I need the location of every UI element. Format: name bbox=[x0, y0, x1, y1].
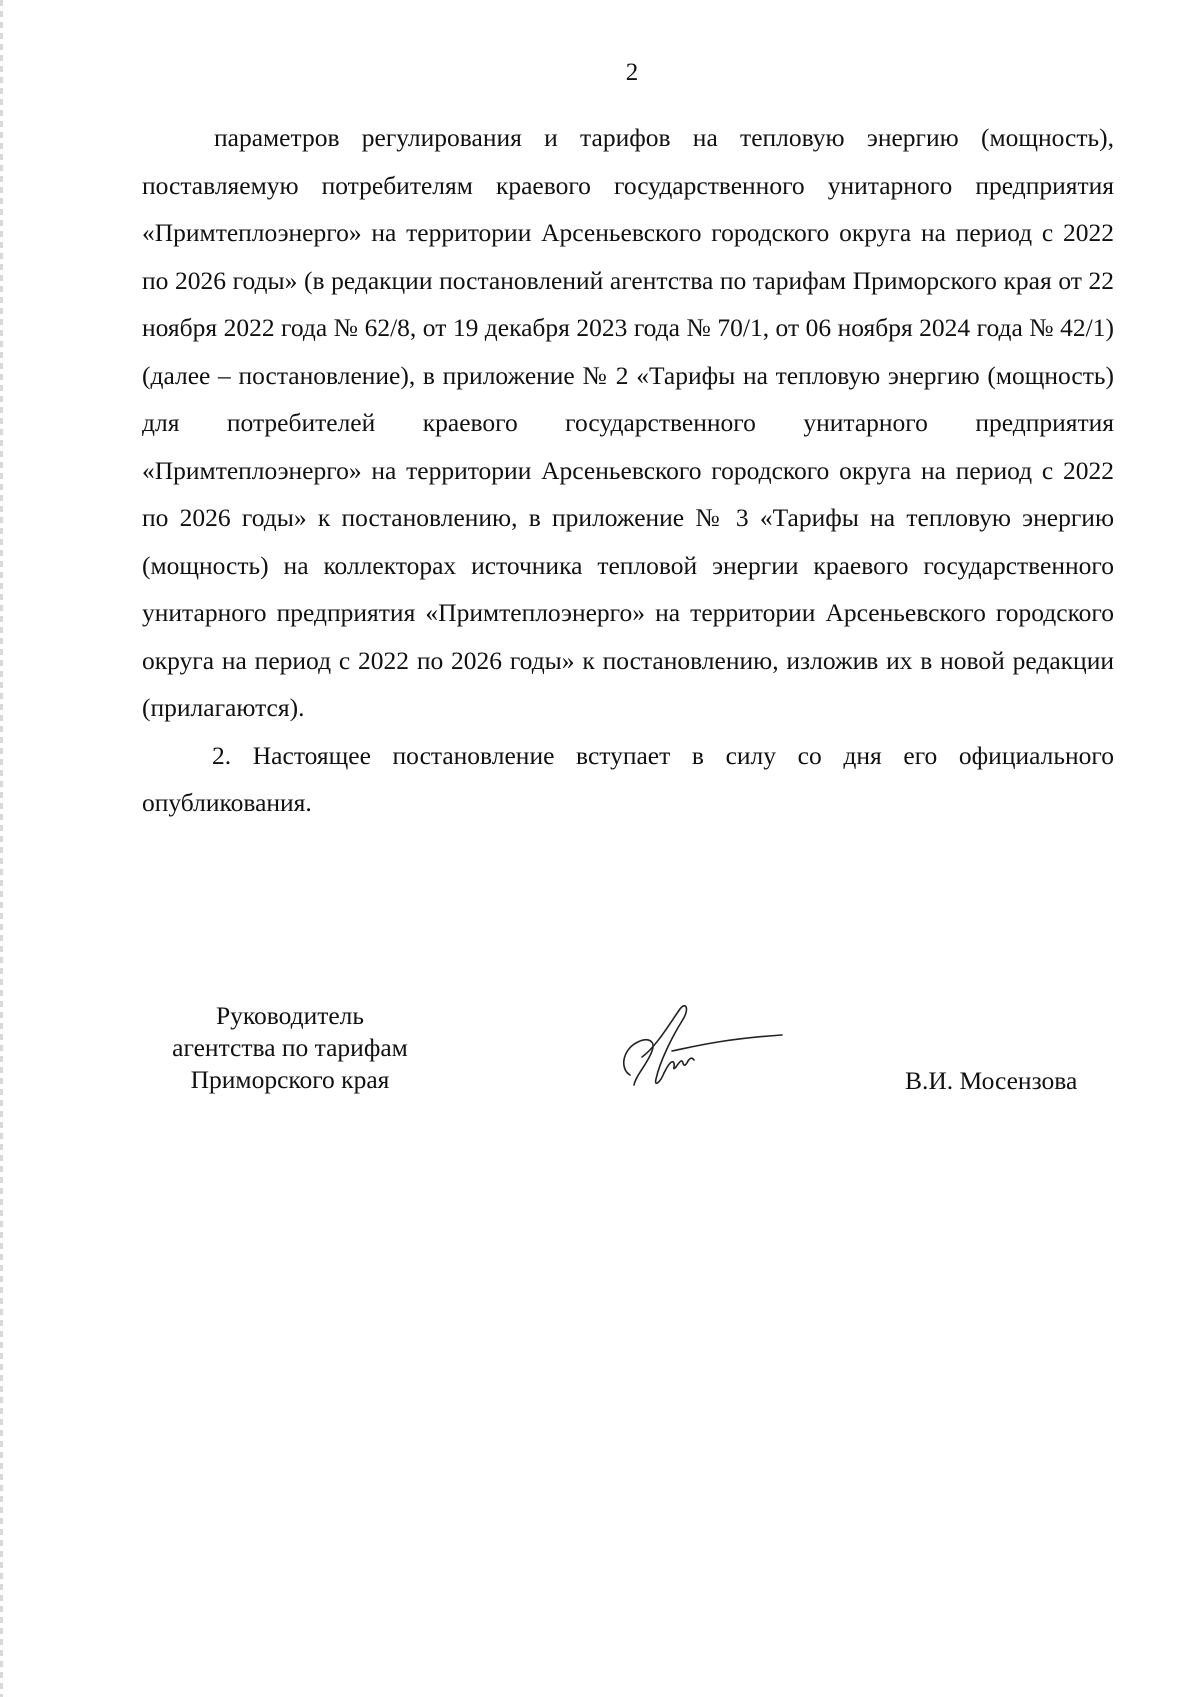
page-number: 2 bbox=[625, 59, 639, 86]
paragraph-continued: параметров регулирования и тарифов на тепловую энергию (мощность), поставляемую потребителям краевого государственного унитарного предприятия «Примтеплоэнерго» на территории Арсеньевского городского округа на период с 2022 по 2026 годы» (в редакции постановлений агентства по тарифам Приморского края от 22 ноября 2022 года № 62/8, от 19 декабря 2023 года № 70/1, от 06 ноября 2024 года № 42/1) (далее – постановление), в приложение № 2 «Тарифы на тепловую энергию (мощность) для потребителей краевого государственного унитарного предприятия «Примтеплоэнерго» на территории Арсеньевского городского округа на период с 2022 по 2026 годы» к постановлению, в приложение № 3 «Тарифы на тепловую энергию (мощность) на коллекторах источника тепловой энергии краевого государственного унитарного предприятия «Примтеплоэнерго» на территории Арсеньевского городского округа на период с 2022 по 2026 годы» к постановлению, изложив их в новой редакции (прилагаются). bbox=[142, 123, 1114, 722]
signatory-position-line-1: Руководитель bbox=[215, 1001, 365, 1030]
paragraph-item-2: 2. Настоящее постановление вступает в силу со дня его официального опубликования. bbox=[142, 740, 1114, 817]
handwritten-signature bbox=[612, 1003, 792, 1093]
document-body bbox=[142, 114, 1114, 827]
signer-name: В.И. Мосензова bbox=[905, 1066, 1078, 1095]
signatory-position-line-2: агентства по тарифам bbox=[172, 1033, 408, 1062]
scan-edge-artifact bbox=[0, 0, 3, 1697]
signatory-position-line-3: Приморского края bbox=[190, 1065, 390, 1094]
signatory-position bbox=[100, 1000, 480, 1096]
